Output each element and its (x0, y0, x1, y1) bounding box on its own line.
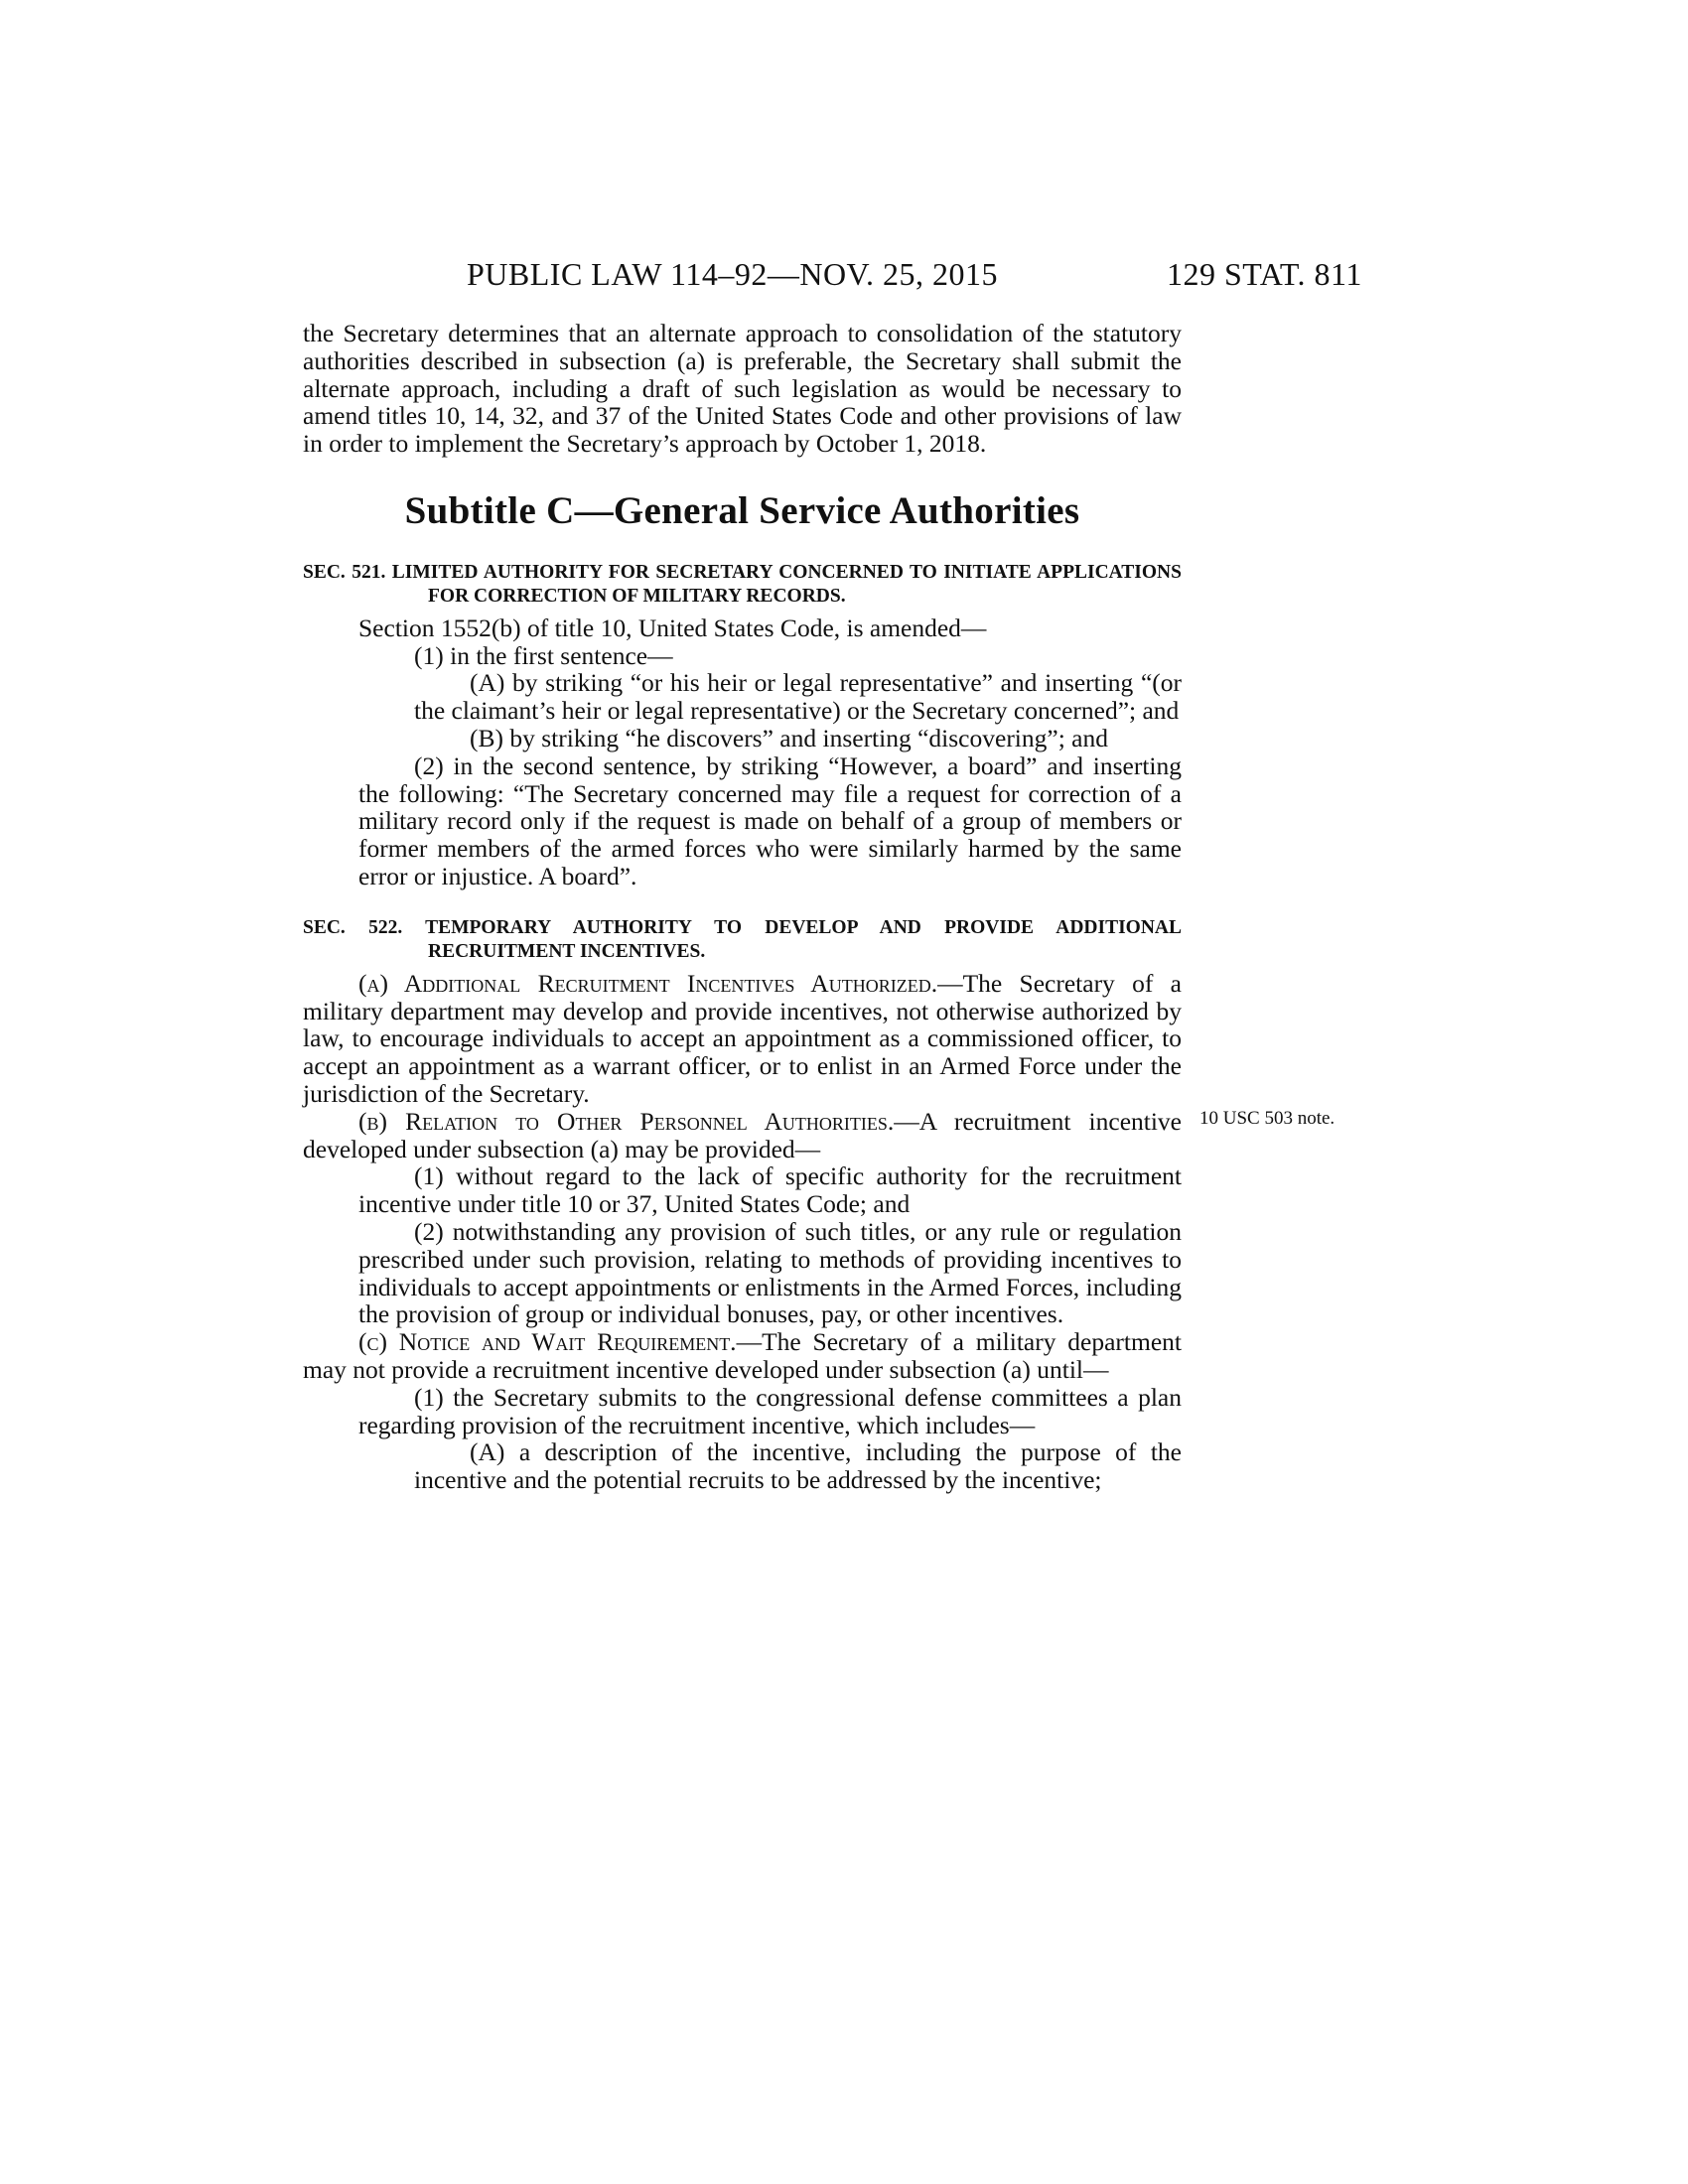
document-body (303, 320, 1182, 1494)
subsection-a-label: (a) Additional Recruitment Incentives Authorized. (358, 968, 938, 998)
subsection-c-text: —The Secretary of a military department may not provide a recruitment incentive developed under subsection (a) until— (303, 1327, 1182, 1384)
subsection-b-text: —A recruitment incentive developed under subsection (a) may be provided— (303, 1106, 1182, 1163)
section-522-c-item-1a: (A) a description of the incentive, including the purpose of the incentive and the potential recruits to be addressed by the incentive; (414, 1437, 1182, 1495)
subsection-c-label: (c) Notice and Wait Requirement. (358, 1327, 737, 1357)
section-521-item-1b: (B) by striking “he discovers” and inserting “discovering”; and (470, 723, 1108, 752)
page-header-stat: 129 STAT. 811 (1167, 256, 1362, 292)
margin-note: 10 USC 503 note. (1199, 1108, 1336, 1129)
section-522-c-item-1: (1) the Secretary submits to the congressional defense committees a plan regarding provision of the recruitment incentive, which includes— (358, 1382, 1182, 1439)
intro-paragraph: the Secretary determines that an alternate approach to consolidation of the statutory authorities described in subsection (a) is preferable, the Secretary shall submit the alternate approach, including a draft of such legislation as would be necessary to amend titles 10, 14, 32, and 37 of the United States Code and other provisions of law in order to implement the Secretary’s approach by October 1, 2018. (303, 319, 1182, 459)
section-522-b-item-2: (2) notwithstanding any provision of such titles, or any rule or regulation prescribed under such provision, relating to methods of providing incentives to individuals to accept appointments or enlistments in the Armed Forces, including the provision of group or individual bonuses, pay, or other incentives. (358, 1216, 1182, 1329)
subsection-a-text: —The Secretary of a military department may develop and provide incentives, not otherwise authorized by law, to encourage individuals to accept an appointment as a commissioned officer, to accept an appointment as a warrant officer, or to enlist in an Armed Force under the jurisdiction of the Secretary. (303, 968, 1182, 1108)
section-522-subsection-b (303, 1108, 1182, 1163)
subsection-b-label: (b) Relation to Other Personnel Authorities. (358, 1106, 895, 1136)
section-521-item-1: (1) in the first sentence— (414, 640, 673, 670)
page-header-title: PUBLIC LAW 114–92—NOV. 25, 2015 (467, 256, 999, 292)
section-521-lead: Section 1552(b) of title 10, United States Code, is amended— (358, 613, 987, 642)
section-521-item-2: (2) in the second sentence, by striking “However, a board” and inserting the following: “The Secretary concerned may file a request for correction of a military record only if the request is made on behalf of a group of members or former members of the armed forces who were similarly harmed by the same error or injustice. A board”. (358, 751, 1182, 890)
section-522-subsection-a (303, 970, 1182, 1108)
section-521-heading: SEC. 521. LIMITED AUTHORITY FOR SECRETARY CONCERNED TO INITIATE APPLICATIONS FOR CORRECTION OF MILITARY RECORDS. (303, 561, 1182, 607)
section-522-subsection-c (303, 1328, 1182, 1384)
section-521-item-1a: (A) by striking “or his heir or legal representative” and inserting “(or the claimant’s heir or legal representative) or the Secretary concerned”; and (414, 668, 1182, 726)
subtitle-heading: Subtitle C—General Service Authorities (404, 488, 1080, 532)
section-522-heading: SEC. 522. TEMPORARY AUTHORITY TO DEVELOP AND PROVIDE ADDITIONAL RECRUITMENT INCENTIVES. (303, 916, 1182, 962)
section-522-b-item-1: (1) without regard to the lack of specific authority for the recruitment incentive under title 10 or 37, United States Code; and (358, 1161, 1182, 1219)
